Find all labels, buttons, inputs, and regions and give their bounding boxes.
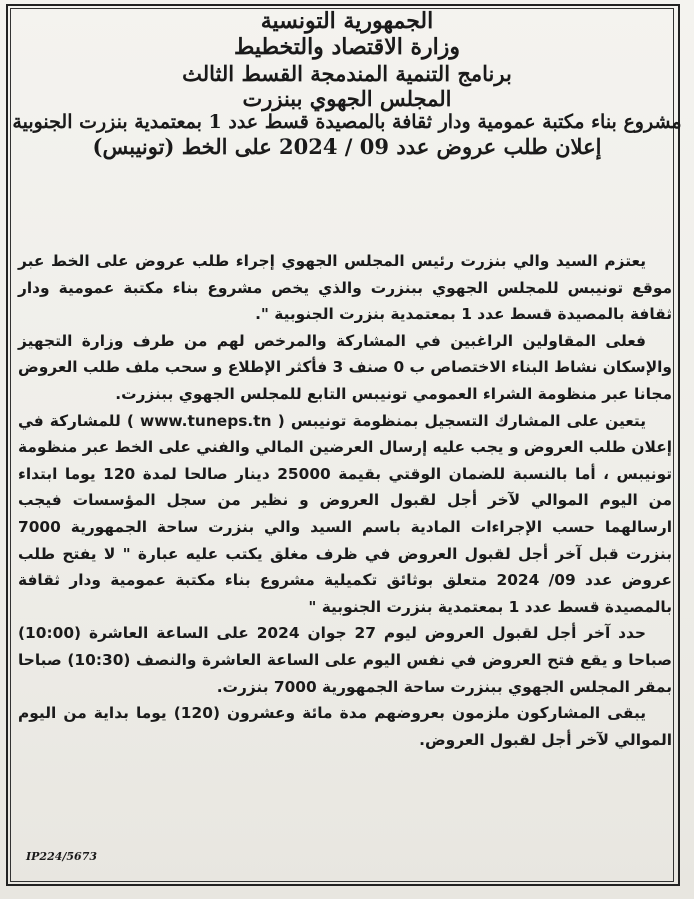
paragraph-intro: يعتزم السيد والي بنزرت رئيس المجلس الجهوي إجراء طلب عروض على الخط عبر موقع تونيبس للمجلس الجهوي ببنزرت والذي يخص مشروع بناء مكتبة عمومية ودار ثقافة بالمصيدة قسط عدد 1 بمعتمدية بنزرت الجنوبية ".: [18, 252, 672, 324]
ministry-title: وزارة الاقتصاد والتخطيط: [233, 34, 461, 61]
paragraph-validity: يبقى المشاركون ملزمون بعروضهم مدة مائة وعشرون (120) يوما بداية من اليوم الموالي لآخر أجل لقبول العروض.: [18, 704, 672, 749]
council-title: المجلس الجهوي ببنزرت: [242, 85, 452, 111]
program-title: برنامج التنمية المندمجة القسط الثالث: [182, 60, 512, 86]
announcement-header: [10, 8, 684, 159]
paragraph-eligibility: فعلى المقاولين الراغبين في المشاركة والمرخص لهم من طرف وزارة التجهيز والإسكان نشاط البناء الاختصاص ب 0 صنف 3 فأكثر الإطلاع و سحب ملف طلب العروض مجانا عبر منظومة الشراء العمومي تونيبس التابع للمجلس الجهوي ببنزرت.: [18, 331, 672, 403]
paragraph-registration: يتعين على المشارك التسجيل بمنظومة تونيبس ( www.tuneps.tn ) للمشاركة في إعلان طلب العروض و يجب عليه إرسال العرضين المالي والفني على الخط عبر منظومة تونيبس ، أما بالنسبة للضمان الوقتي بقيمة 25000 دينار صالحا لمدة 120 يوما ابتداء من اليوم الموالي لآخر أجل لقبول العروض و نظير من سجل المؤسسات فيجب ارسالهما حسب الإجراءات المادية باسم السيد والي بنزرت ساحة الجمهورية 7000 بنزرت قبل آخر أجل لقبول العروض في ظرف مغلق يكتب عليه عبارة " لا يفتح طلب عروض عدد 09/ 2024 متعلق بوثائق تكميلية مشروع بناء مكتبة عمومية ودار ثقافة بالمصيدة قسط عدد 1 بمعتمدية بنزرت الجنوبية ": [18, 411, 672, 616]
reference-code: IP224/5673: [26, 850, 98, 863]
republic-title: الجمهورية التونسية: [260, 8, 434, 34]
project-title: مشروع بناء مكتبة عمومية ودار ثقافة بالمصيدة قسط عدد 1 بمعتمدية بنزرت الجنوبية: [12, 111, 682, 134]
announcement-body: [18, 248, 672, 753]
paragraph-deadline: حدد آخر أجل لقبول العروض ليوم 27 جوان 2024 على الساعة العاشرة (10:00) صباحا و يقع فتح العروض في نفس اليوم على الساعة العاشرة والنصف (10:30) صباحا بمقر المجلس الجهوي ببنزرت ساحة الجمهورية 7000 بنزرت.: [18, 624, 673, 696]
tender-title: إعلان طلب عروض عدد 09 / 2024 على الخط (تونيبس): [92, 133, 602, 159]
